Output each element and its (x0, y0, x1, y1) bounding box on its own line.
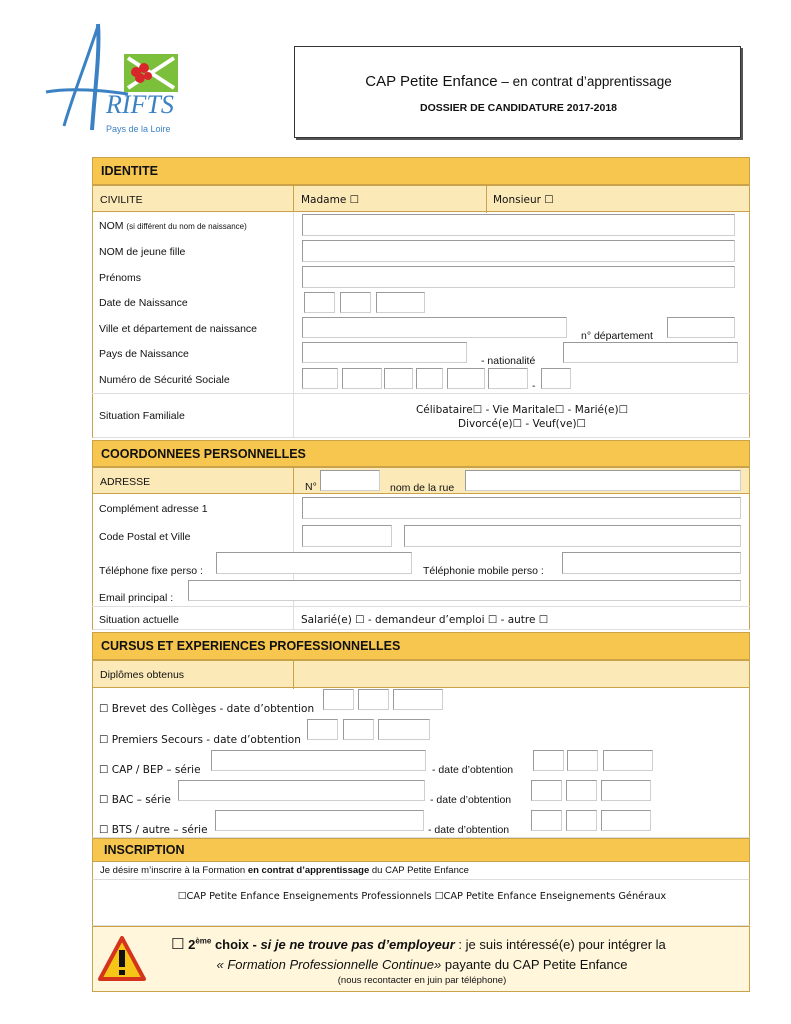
bac-date-day[interactable] (531, 780, 562, 801)
brevet-date-month[interactable] (358, 689, 389, 710)
section-cursus-title: CURSUS ET EXPERIENCES PROFESSIONNELLES (101, 639, 401, 653)
secu-field-3[interactable] (384, 368, 413, 389)
email-label: Email principal : (99, 592, 174, 604)
date-naissance-day[interactable] (304, 292, 335, 313)
monsieur-checkbox[interactable]: Monsieur ☐ (493, 194, 554, 206)
tel-fixe-label: Téléphone fixe perso : (99, 565, 203, 577)
brevet-date-year[interactable] (393, 689, 443, 710)
departement-field[interactable] (667, 317, 735, 338)
logo-subtext: Pays de la Loire (106, 124, 171, 134)
second-choice-checkbox[interactable]: ☐ (171, 935, 185, 953)
brevet-checkbox[interactable]: ☐ Brevet des Collèges - date d’obtention (99, 703, 315, 715)
pays-naissance-label: Pays de Naissance (99, 348, 189, 360)
pays-naissance-field[interactable] (302, 342, 467, 363)
departement-label: n° département (581, 330, 653, 342)
situation-familiale-options-1[interactable]: Célibataire☐ - Vie Maritale☐ - Marié(e)☐ (415, 404, 629, 416)
bts-checkbox[interactable]: ☐ BTS / autre – série (99, 824, 208, 836)
section-coordonnees (92, 440, 750, 467)
bts-date-label: - date d’obtention (428, 824, 510, 836)
secours-date-month[interactable] (343, 719, 374, 740)
page-subtitle: DOSSIER DE CANDIDATURE 2017-2018 (419, 102, 618, 114)
civilite-label: CIVILITE (100, 194, 143, 206)
bac-checkbox[interactable]: ☐ BAC – série (99, 794, 171, 806)
bts-date-month[interactable] (566, 810, 597, 831)
cap-bep-date-day[interactable] (533, 750, 564, 771)
date-naissance-month[interactable] (340, 292, 371, 313)
bac-date-label: - date d’obtention (430, 794, 512, 806)
nationalite-field[interactable] (563, 342, 738, 363)
nom-jeune-fille-label: NOM de jeune fille (99, 246, 186, 258)
adresse-divider (293, 468, 294, 495)
cap-bep-date-year[interactable] (603, 750, 653, 771)
numero-label: N° (305, 481, 317, 493)
inscription-intro (100, 865, 469, 876)
section-inscription-title: INSCRIPTION (104, 843, 185, 857)
inscription-intro-post: du CAP Petite Enfance (369, 865, 469, 876)
prenoms-label: Prénoms (99, 272, 142, 284)
complement-field[interactable] (302, 497, 741, 519)
second-choice-panel (92, 926, 750, 992)
second-choice-line2-rest: payante du CAP Petite Enfance (441, 957, 628, 972)
situation-familiale-options-2[interactable]: Divorcé(e)☐ - Veuf(ve)☐ (458, 418, 586, 430)
nom-label (99, 220, 247, 232)
date-naissance-year[interactable] (376, 292, 425, 313)
section-inscription (92, 838, 750, 862)
bts-serie-field[interactable] (215, 810, 424, 831)
ville-naissance-label: Ville et département de naissance (99, 323, 257, 335)
civilite-divider-2 (486, 186, 487, 213)
secu-key-field[interactable] (541, 368, 571, 389)
nationalite-label: - nationalité (481, 355, 536, 367)
second-choice-rest: : je suis intéressé(e) pour intégrer la (454, 937, 666, 952)
nom-rue-label: nom de la rue (390, 482, 455, 494)
inscription-options[interactable]: ☐CAP Petite Enfance Enseignements Professionnels ☐CAP Petite Enfance Enseignements Généraux (177, 891, 667, 902)
title-main: CAP Petite Enfance (365, 73, 498, 90)
tel-fixe-field[interactable] (216, 552, 412, 574)
inscription-intro-row (92, 862, 750, 880)
logo-text: RIFTS (106, 90, 174, 119)
secu-field-5[interactable] (447, 368, 485, 389)
inscription-intro-bold: en contrat d’apprentissage (247, 865, 370, 876)
logo (40, 18, 190, 140)
email-field[interactable] (188, 580, 741, 601)
diplomes-row (92, 660, 750, 688)
numero-field[interactable] (320, 470, 380, 491)
second-choice-line2 (93, 957, 751, 972)
secours-date-day[interactable] (307, 719, 338, 740)
secu-field-4[interactable] (416, 368, 443, 389)
section-cursus (92, 632, 750, 660)
situation-actuelle-options[interactable]: Salarié(e) ☐ - demandeur d’emploi ☐ - autre ☐ (301, 614, 549, 626)
nom-label-note: (si différent du nom de naissance) (126, 222, 247, 231)
code-postal-label: Code Postal et Ville (99, 531, 191, 543)
second-choice-line2-italic: « Formation Professionnelle Continue» (216, 957, 442, 972)
page-title (295, 73, 742, 90)
bts-date-year[interactable] (601, 810, 651, 831)
civilite-row (92, 185, 750, 212)
second-choice-italic: si je ne trouve pas d’employeur (260, 937, 455, 952)
ville-naissance-field[interactable] (302, 317, 567, 338)
secu-dash: - (532, 380, 536, 392)
secu-field-2[interactable] (342, 368, 382, 389)
inscription-options-row (92, 880, 750, 926)
situation-actuelle-divider (92, 606, 750, 607)
nom-rue-field[interactable] (465, 470, 741, 491)
adresse-label: ADRESSE (100, 476, 151, 488)
secu-field-1[interactable] (302, 368, 338, 389)
secu-field-6[interactable] (488, 368, 528, 389)
civilite-divider-1 (293, 186, 294, 213)
bts-date-day[interactable] (531, 810, 562, 831)
second-choice-line3: (nous recontacter en juin par téléphone) (337, 975, 507, 986)
date-naissance-label: Date de Naissance (99, 297, 188, 309)
situation-actuelle-label: Situation actuelle (99, 614, 179, 626)
diplomes-label: Diplômes obtenus (100, 669, 185, 681)
prenoms-field[interactable] (302, 266, 735, 288)
tel-mobile-label: Téléphonie mobile perso : (423, 565, 544, 577)
madame-checkbox[interactable]: Madame ☐ (301, 194, 360, 206)
secu-label: Numéro de Sécurité Sociale (99, 374, 230, 386)
title-box (294, 46, 741, 138)
section-identite-title: IDENTITE (101, 164, 158, 178)
secours-date-year[interactable] (378, 719, 430, 740)
arifts-logo-graphic (40, 18, 190, 140)
tel-mobile-field[interactable] (562, 552, 741, 574)
second-choice-sup: ème (195, 936, 212, 946)
diplomes-divider (293, 661, 294, 689)
cap-bep-date-label: - date d’obtention (432, 764, 514, 776)
code-postal-field[interactable] (302, 525, 392, 547)
cap-bep-checkbox[interactable]: ☐ CAP / BEP – série (99, 764, 201, 776)
cap-bep-date-month[interactable] (567, 750, 598, 771)
section-identite (92, 157, 750, 185)
brevet-date-day[interactable] (323, 689, 354, 710)
second-choice-line1 (171, 935, 666, 953)
situation-familiale-label: Situation Familiale (99, 410, 185, 422)
inscription-intro-pre: Je désire m’inscrire à la Formation (100, 865, 248, 876)
secours-checkbox[interactable]: ☐ Premiers Secours - date d’obtention (99, 734, 301, 746)
cap-bep-serie-field[interactable] (211, 750, 426, 771)
title-rest: – en contrat d’apprentissage (497, 74, 672, 89)
section-coordonnees-title: COORDONNEES PERSONNELLES (101, 446, 306, 461)
nom-jeune-fille-field[interactable] (302, 240, 735, 262)
nom-label-text: NOM (99, 220, 124, 232)
second-choice-label: choix - (211, 937, 261, 952)
bac-date-month[interactable] (566, 780, 597, 801)
bac-date-year[interactable] (601, 780, 651, 801)
complement-label: Complément adresse 1 (99, 503, 208, 515)
second-choice-num: 2 (188, 937, 196, 952)
ville-field[interactable] (404, 525, 741, 547)
situation-familiale-divider (92, 393, 750, 394)
bac-serie-field[interactable] (178, 780, 425, 801)
nom-field[interactable] (302, 214, 735, 236)
